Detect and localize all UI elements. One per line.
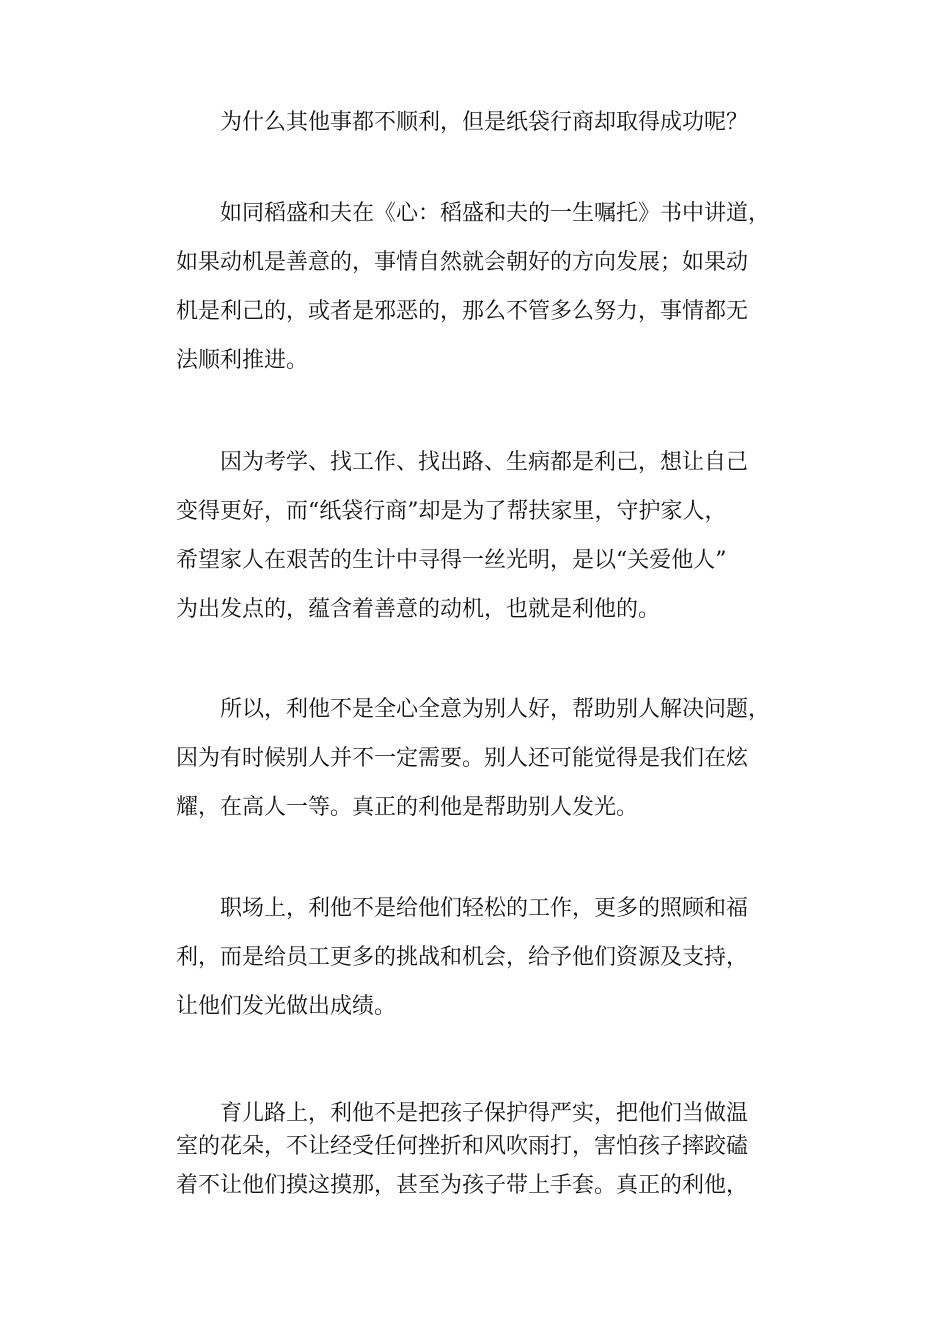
paragraph-5-line-2: 利，而是给员工更多的挑战和机会，给予他们资源及支持，: [176, 945, 749, 970]
paragraph-3-line-1: 因为考学、找工作、找出路、生病都是利己，想让自己: [220, 450, 749, 475]
paragraph-4-line-2: 因为有时候别人并不一定需要。别人还可能觉得是我们在炫: [176, 746, 749, 771]
paragraph-3-line-2: 变得更好，而“纸袋行商”却是为了帮扶家里，守护家人，: [176, 499, 727, 524]
paragraph-6-line-2: 室的花朵，不让经受任何挫折和风吹雨打，害怕孩子摔跤磕: [176, 1134, 749, 1159]
paragraph-3-line-3: 希望家人在艰苦的生计中寻得一丝光明，是以“关爱他人”: [176, 548, 727, 573]
paragraph-2-line-3: 机是利己的，或者是邪恶的，那么不管多么努力，事情都无: [176, 299, 749, 324]
paragraph-5-line-3: 让他们发光做出成绩。: [176, 994, 397, 1019]
paragraph-2-line-4: 法顺利推进。: [176, 348, 309, 373]
paragraph-6-line-3: 着不让他们摸这摸那，甚至为孩子带上手套。真正的利他，: [176, 1173, 749, 1198]
paragraph-2-line-2: 如果动机是善意的，事情自然就会朝好的方向发展；如果动: [176, 250, 749, 275]
paragraph-3-line-4: 为出发点的，蕴含着善意的动机，也就是利他的。: [176, 597, 661, 622]
paragraph-4-line-3: 耀，在高人一等。真正的利他是帮助别人发光。: [176, 795, 639, 820]
paragraph-2-line-1: 如同稻盛和夫在《心：稻盛和夫的一生嘱托》书中讲道，: [220, 201, 771, 226]
paragraph-6-line-1: 育儿路上，利他不是把孩子保护得严实，把他们当做温: [220, 1101, 749, 1126]
paragraph-5-line-1: 职场上，利他不是给他们轻松的工作，更多的照顾和福: [220, 896, 749, 921]
paragraph-4-line-1: 所以，利他不是全心全意为别人好，帮助别人解决问题，: [220, 697, 771, 722]
paragraph-1-line-1: 为什么其他事都不顺利，但是纸袋行商却取得成功呢？: [220, 110, 749, 135]
